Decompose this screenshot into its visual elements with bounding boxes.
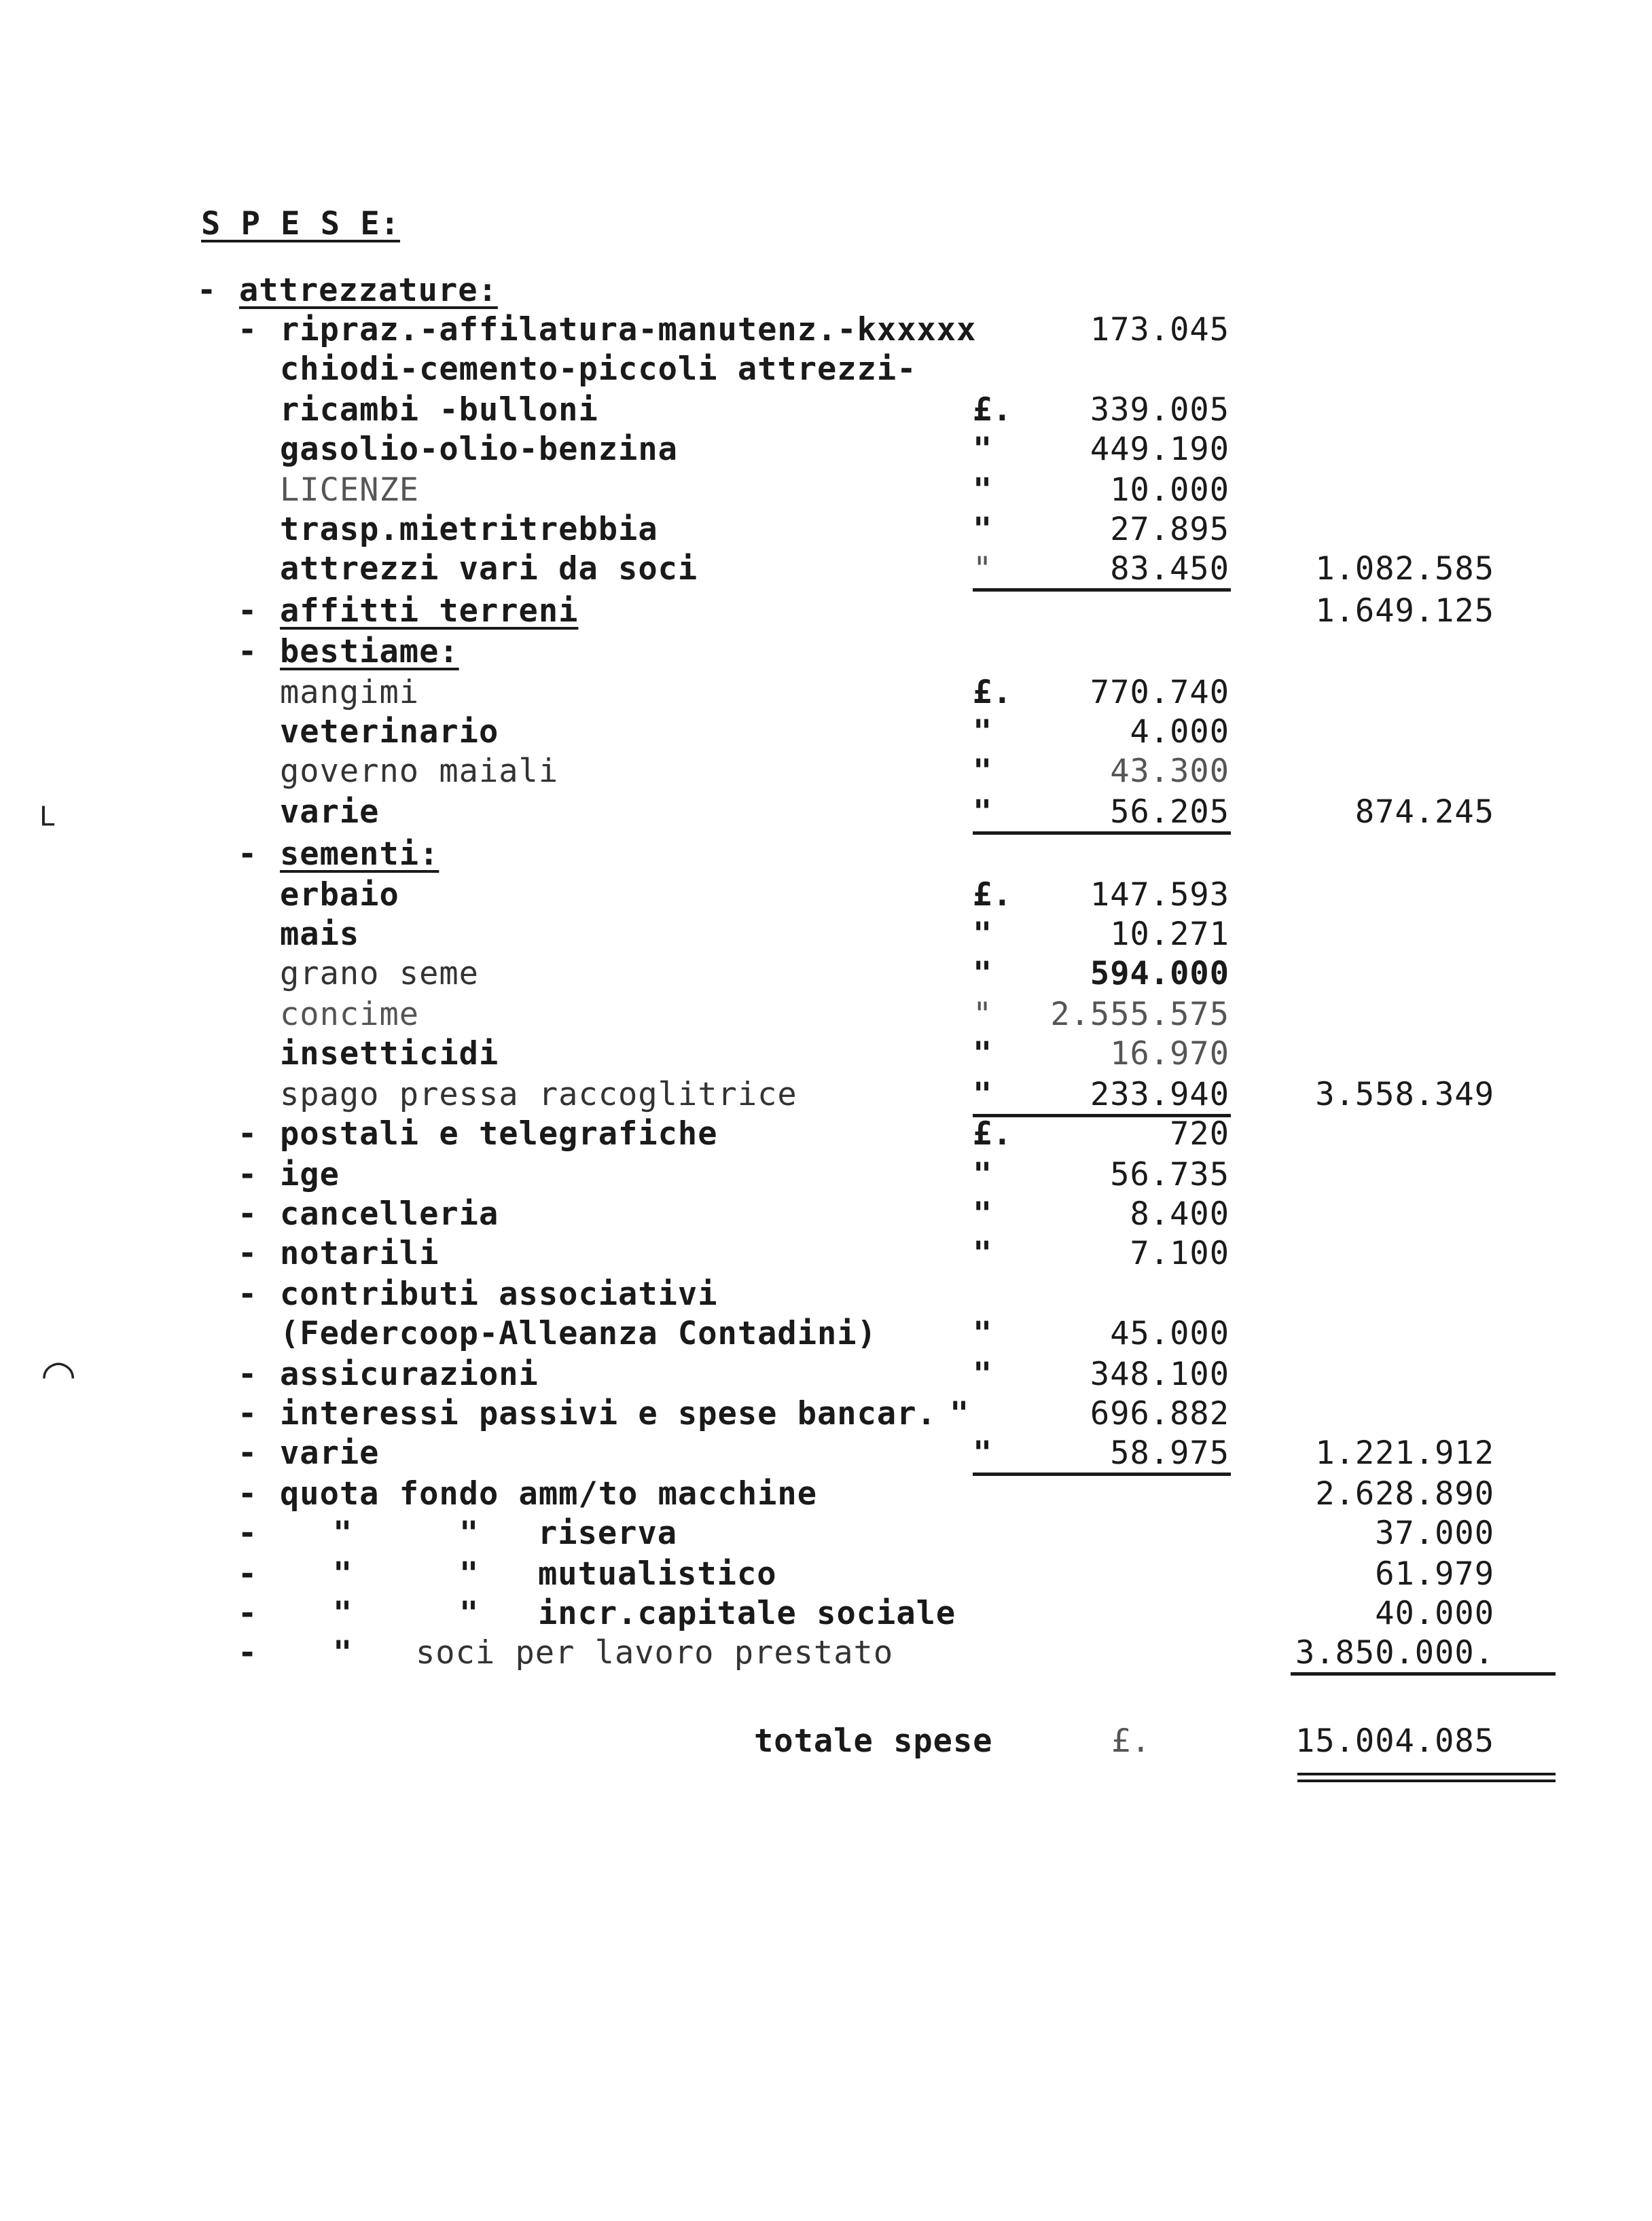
item-amount: 4.000: [1130, 713, 1229, 751]
item-dash: -: [238, 1195, 258, 1233]
item-amount: 58.975: [1110, 1434, 1229, 1472]
item-label: (Federcoop-Alleanza Contadini): [280, 1315, 877, 1352]
ditto-mark: ": [333, 1595, 353, 1632]
item-amount: 7.100: [1130, 1235, 1229, 1272]
grand-total-label: totale spese: [754, 1722, 993, 1760]
item-dash: -: [238, 1395, 258, 1432]
group-dash: -: [238, 633, 258, 670]
item-label: cancelleria: [280, 1195, 499, 1233]
item-currency: ": [973, 431, 993, 468]
item-label: gasolio-olio-benzina: [280, 431, 678, 468]
item-amount: 83.450: [1110, 550, 1229, 588]
item-currency: ": [973, 713, 993, 751]
item-dash: -: [238, 1634, 258, 1672]
item-currency: ": [973, 1076, 993, 1113]
item-label: trasp.mietritrebbia: [280, 511, 658, 548]
item-label: quota fondo amm/to macchine: [280, 1475, 818, 1513]
item-currency: ": [973, 1356, 993, 1393]
item-currency: ": [973, 793, 993, 831]
item-amount: 173.045: [1090, 311, 1229, 348]
item-amount: 233.940: [1090, 1076, 1229, 1113]
subtotal-rule: [973, 588, 1231, 592]
ditto-mark: ": [459, 1595, 480, 1632]
item-amount: 696.882: [1090, 1395, 1229, 1432]
item-amount: 10.000: [1110, 471, 1229, 509]
scan-mark: ᒪ: [39, 801, 55, 833]
item-currency: ": [973, 511, 993, 548]
item-label: concime: [280, 996, 420, 1033]
item-currency: ": [973, 1434, 993, 1472]
item-label: erbaio: [280, 876, 399, 914]
item-currency: ": [973, 550, 993, 588]
item-amount: 45.000: [1110, 1315, 1229, 1352]
item-currency: £.: [973, 391, 1013, 429]
item-dash: -: [238, 1115, 258, 1153]
item-dash: -: [238, 1434, 258, 1472]
item-currency: ": [973, 1315, 993, 1352]
subtotal: 3.558.349: [1315, 1076, 1494, 1113]
group-dash: -: [197, 272, 217, 309]
item-label: postali e telegrafiche: [280, 1115, 718, 1153]
item-label: LICENZE: [280, 471, 420, 509]
item-label: mangimi: [280, 674, 420, 711]
item-amount: 594.000: [1090, 955, 1229, 992]
subtotal: 61.979: [1375, 1555, 1494, 1593]
grand-total-double-rule: [1297, 1773, 1556, 1782]
item-amount: 43.300: [1110, 753, 1229, 790]
item-label: assicurazioni: [280, 1356, 539, 1393]
subtotal: 37.000: [1375, 1515, 1494, 1552]
item-dash: -: [238, 1356, 258, 1393]
subtotal-rule: [1291, 1672, 1556, 1676]
item-dash: -: [238, 1475, 258, 1513]
item-label: ige: [280, 1156, 340, 1193]
item-currency: ": [973, 955, 993, 992]
item-currency: ": [950, 1395, 970, 1432]
item-currency: £.: [973, 1115, 1013, 1153]
item-label: varie: [280, 1434, 380, 1472]
item-dash: -: [238, 1555, 258, 1593]
item-dash: -: [238, 1235, 258, 1272]
subtotal-rule: [973, 1473, 1231, 1476]
item-label: ripraz.-affilatura-manutenz.-kxxxxx: [280, 311, 977, 348]
item-label: attrezzi vari da soci: [280, 550, 698, 588]
grand-total-currency: £.: [1111, 1722, 1151, 1760]
subtotal: 1.649.125: [1315, 592, 1494, 630]
item-amount: 339.005: [1090, 391, 1229, 429]
item-dash: -: [238, 1156, 258, 1193]
item-label: chiodi-cemento-piccoli attrezzi-: [280, 350, 917, 388]
item-dash: -: [238, 1595, 258, 1632]
item-currency: ": [973, 916, 993, 953]
item-label: mutualistico: [538, 1555, 777, 1593]
subtotal: 874.245: [1354, 793, 1494, 831]
item-label: soci per lavoro prestato: [416, 1634, 894, 1672]
subtotal: 3.850.000.: [1295, 1634, 1494, 1672]
item-currency: ": [973, 1156, 993, 1193]
item-label: varie: [280, 793, 380, 831]
ditto-mark: ": [333, 1634, 353, 1672]
item-currency: ": [973, 1035, 993, 1072]
item-dash: -: [238, 1515, 258, 1552]
item-amount: 16.970: [1110, 1035, 1229, 1072]
item-label: governo maiali: [280, 753, 559, 790]
ditto-mark: ": [333, 1555, 353, 1593]
item-amount: 10.271: [1110, 916, 1229, 953]
item-currency: £.: [973, 674, 1013, 711]
ditto-mark: ": [459, 1555, 480, 1593]
item-dash: -: [238, 311, 258, 348]
item-label: veterinario: [280, 713, 499, 751]
item-label: interessi passivi e spese bancar.: [280, 1395, 937, 1432]
scan-mark: ◠: [41, 1352, 77, 1399]
item-amount: 449.190: [1090, 431, 1229, 468]
subtotal: 1.221.912: [1315, 1434, 1494, 1472]
ditto-mark: ": [333, 1515, 353, 1552]
group-affitti: affitti terreni: [280, 592, 579, 630]
item-amount: 348.100: [1090, 1356, 1229, 1393]
item-label: ricambi -bulloni: [280, 391, 598, 429]
item-amount: 770.740: [1090, 674, 1229, 711]
item-amount: 56.735: [1110, 1156, 1229, 1193]
item-currency: £.: [973, 876, 1013, 914]
item-label: contributi associativi: [280, 1276, 718, 1313]
subtotal: 2.628.890: [1315, 1475, 1494, 1513]
item-amount: 147.593: [1090, 876, 1229, 914]
ditto-mark: ": [459, 1515, 480, 1552]
subtotal-rule: [973, 831, 1231, 835]
item-label: spago pressa raccoglitrice: [280, 1076, 797, 1113]
item-amount: 8.400: [1130, 1195, 1229, 1233]
item-amount: 56.205: [1110, 793, 1229, 831]
page-heading: S P E S E:: [201, 205, 400, 242]
item-amount: 27.895: [1110, 511, 1229, 548]
item-amount: 720: [1170, 1115, 1229, 1153]
item-dash: -: [238, 1276, 258, 1313]
item-currency: ": [973, 471, 993, 509]
item-currency: ": [973, 1235, 993, 1272]
group-bestiame: bestiame:: [280, 633, 459, 670]
group-dash: -: [238, 592, 258, 630]
item-currency: ": [973, 996, 993, 1033]
item-amount: 2.555.575: [1050, 996, 1229, 1033]
group-attrezzature: attrezzature:: [239, 272, 498, 309]
item-label: riserva: [538, 1515, 678, 1552]
item-label: insetticidi: [280, 1035, 499, 1072]
subtotal: 1.082.585: [1315, 550, 1494, 588]
group-sementi: sementi:: [280, 835, 439, 873]
item-label: mais: [280, 916, 360, 953]
item-label: grano seme: [280, 955, 479, 992]
subtotal: 40.000: [1375, 1595, 1494, 1632]
item-currency: ": [973, 1195, 993, 1233]
grand-total-amount: 15.004.085: [1295, 1722, 1494, 1760]
item-currency: ": [973, 753, 993, 790]
item-label: notarili: [280, 1235, 439, 1272]
item-label: incr.capitale sociale: [538, 1595, 956, 1632]
group-dash: -: [238, 835, 258, 873]
